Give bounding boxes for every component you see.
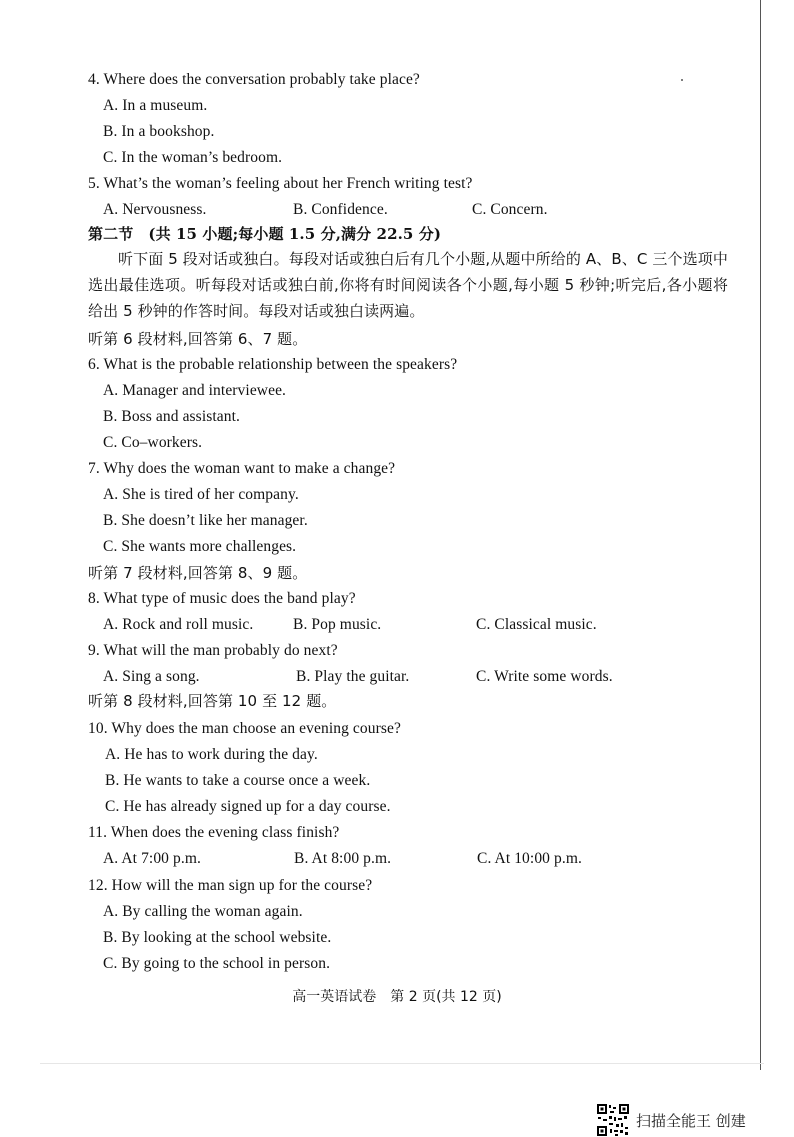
question-7: 7. Why does the woman want to make a change? (88, 460, 396, 477)
q5-option-c: C. Concern. (472, 201, 548, 218)
q12-option-b: B. By looking at the school website. (103, 929, 332, 946)
section-2-instructions: 听下面 5 段对话或独白。每段对话或独白后有几个小题,从题中所给的 A、B、C 三个选项中选出最佳选项。听每段对话或独白前,你将有时间阅读各个小题,每小题 5 秒钟;听完后,各小题将给出 5 秒钟的作答时间。每段对话或独白读两遍。 (88, 250, 728, 320)
q6-option-c: C. Co–workers. (103, 434, 203, 451)
q10-option-a: A. He has to work during the day. (105, 746, 318, 763)
q9-option-c: C. Write some words. (476, 668, 613, 685)
q5-option-a: A. Nervousness. (103, 201, 207, 218)
q6-option-b: B. Boss and assistant. (103, 408, 240, 425)
q11-option-a: A. At 7:00 p.m. (103, 850, 201, 867)
question-5: 5. What’s the woman’s feeling about her French writing test? (88, 175, 473, 192)
q12-option-a: A. By calling the woman again. (103, 903, 303, 920)
q9-option-a: A. Sing a song. (103, 668, 200, 685)
material-7-instruction: 听第 7 段材料,回答第 8、9 题。 (88, 564, 308, 582)
q11-option-b: B. At 8:00 p.m. (294, 850, 392, 867)
scanner-watermark (596, 1103, 746, 1137)
q7-option-a: A. She is tired of her company. (103, 486, 299, 503)
qr-code-icon (596, 1103, 630, 1137)
q11-option-c: C. At 10:00 p.m. (477, 850, 582, 867)
q5-option-b: B. Confidence. (293, 201, 388, 218)
q9-option-b: B. Play the guitar. (296, 668, 410, 685)
question-10: 10. Why does the man choose an evening course? (88, 720, 401, 737)
q10-option-c: C. He has already signed up for a day course. (105, 798, 391, 815)
q8-option-b: B. Pop music. (293, 616, 382, 633)
material-8-instruction: 听第 8 段材料,回答第 10 至 12 题。 (88, 692, 337, 710)
q4-option-a: A. In a museum. (103, 97, 208, 114)
watermark-text: 扫描全能王 创建 (636, 1111, 746, 1130)
q10-option-b: B. He wants to take a course once a week. (105, 772, 371, 789)
q7-option-b: B. She doesn’t like her manager. (103, 512, 308, 529)
q12-option-c: C. By going to the school in person. (103, 955, 331, 972)
question-9: 9. What will the man probably do next? (88, 642, 338, 659)
q7-option-c: C. She wants more challenges. (103, 538, 297, 555)
page-edge-line (760, 0, 761, 1070)
page-bottom-line (40, 1063, 764, 1064)
question-12: 12. How will the man sign up for the course? (88, 877, 373, 894)
question-8: 8. What type of music does the band play? (88, 590, 356, 607)
question-4: 4. Where does the conversation probably take place? (88, 71, 420, 88)
q8-option-c: C. Classical music. (476, 616, 597, 633)
section-2-heading: 第二节 (共 15 小题;每小题 1.5 分,满分 22.5 分) (88, 225, 442, 243)
page-footer: 高一英语试卷 第 2 页(共 12 页) (292, 989, 502, 1005)
scan-dot (681, 79, 683, 81)
q6-option-a: A. Manager and interviewee. (103, 382, 287, 399)
question-6: 6. What is the probable relationship between the speakers? (88, 356, 458, 373)
question-11: 11. When does the evening class finish? (88, 824, 340, 841)
material-6-instruction: 听第 6 段材料,回答第 6、7 题。 (88, 330, 308, 348)
q4-option-c: C. In the woman’s bedroom. (103, 149, 283, 166)
q8-option-a: A. Rock and roll music. (103, 616, 254, 633)
q4-option-b: B. In a bookshop. (103, 123, 215, 140)
